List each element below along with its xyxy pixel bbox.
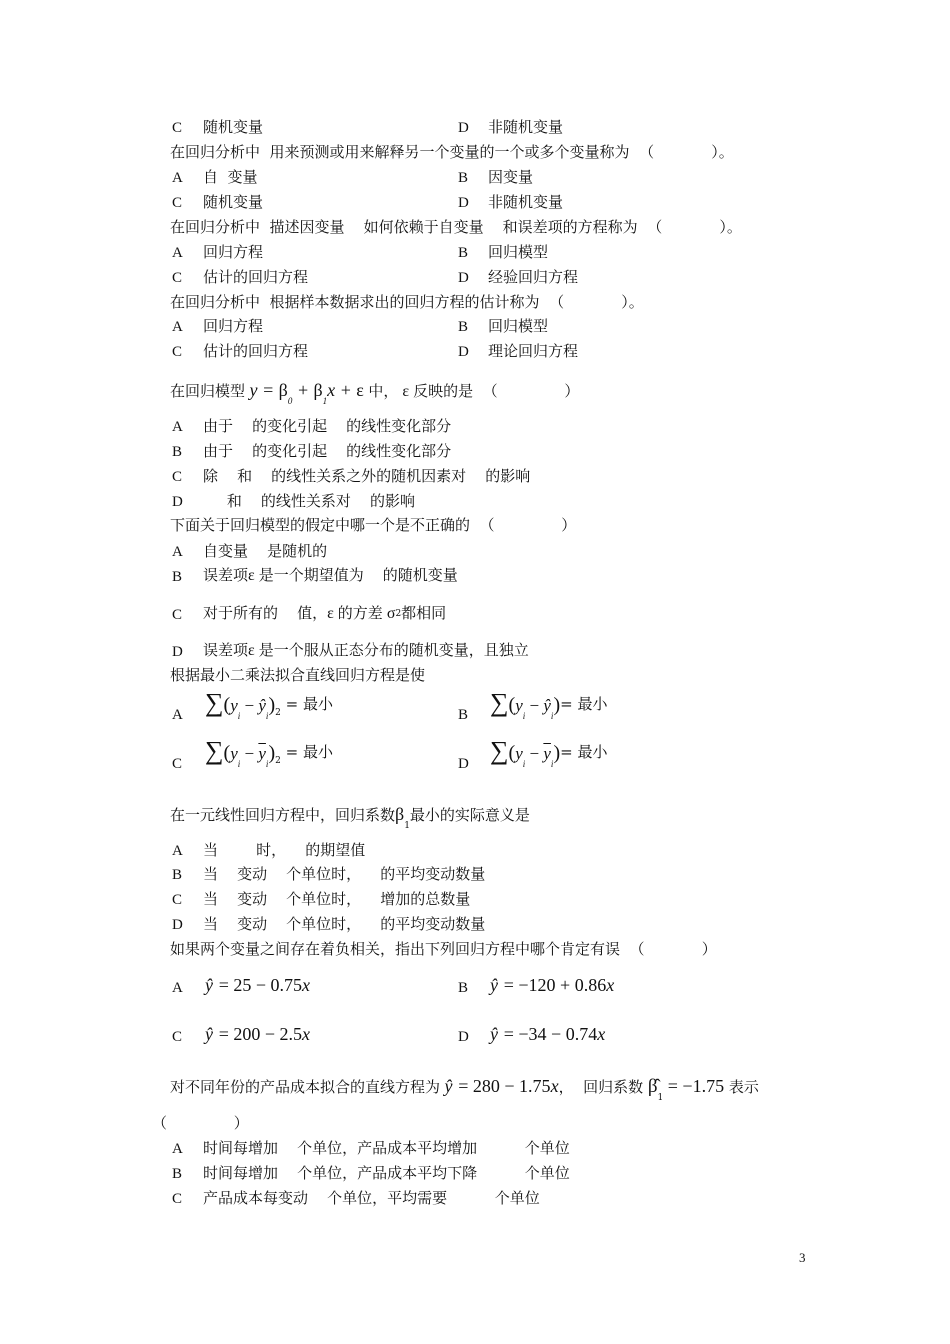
option-label: D: [458, 1029, 469, 1045]
option-label: D: [458, 756, 469, 772]
formula-sum-residuals: $\sum(y_i$ − $ŷ_i)=$ 最小: [490, 688, 608, 721]
question-stem: 在回归分析中 根据样本数据求出的回归方程的估计称为 （ ）。: [170, 293, 644, 311]
answer-parentheses: （ ）: [152, 1114, 249, 1132]
option-text: 理论回归方程: [488, 342, 579, 360]
option-text: 自变量 是随机的: [203, 542, 328, 560]
question-stem: 在回归分析中 描述因变量 如何依赖于自变量 和误差项的方程称为 （ ）。: [170, 218, 742, 236]
question-stem: 如果两个变量之间存在着负相关，指出下列回归方程中哪个肯定有误 （ ）: [170, 940, 717, 958]
question-stem: 在一元线性回归方程中，回归系数$\beta_1$最小的实际意义是: [170, 804, 530, 831]
option-label: D: [172, 494, 183, 510]
option-label: B: [458, 980, 469, 996]
option-text: 随机变量: [203, 118, 264, 136]
option-label: B: [458, 707, 469, 723]
option-text: 经验回归方程: [488, 268, 579, 286]
option-text: 非随机变量: [488, 193, 564, 211]
option-text: 估计的回归方程: [203, 342, 309, 360]
option-text: 估计的回归方程: [203, 268, 309, 286]
regression-equation: ŷ = 200 − 2.5x: [205, 1024, 311, 1044]
option-text: 误差项ε 是一个期望值为 的随机变量: [203, 566, 458, 584]
question-stem: 在回归分析中 用来预测或用来解释另一个变量的一个或多个变量称为 （ ）。: [170, 143, 734, 161]
option-text: 当 变动 个单位时， 增加的总数量: [203, 890, 471, 908]
option-label: A: [172, 419, 183, 435]
option-label: A: [172, 319, 183, 335]
question-stem: 在回归模型 $y = \beta_0 + \beta_1x + \varepsilon$ 中， ε 反映的是 （ ）: [170, 380, 580, 406]
regression-equation: ŷ = −120 + 0.86x: [490, 975, 615, 995]
option-text: 当 变动 个单位时， 的平均变动数量: [203, 915, 486, 933]
option-label: A: [172, 170, 183, 186]
option-text: 时间每增加 个单位，产品成本平均下降 个单位: [203, 1164, 570, 1182]
option-label: B: [458, 245, 469, 261]
question-stem: 下面关于回归模型的假定中哪一个是不正确的 （ ）: [170, 516, 577, 534]
regression-equation: ŷ = 25 − 0.75x: [205, 975, 311, 995]
formula-sum-squared-deviations: $\sum(y_i - \overline{y}_i)_2$ = 最小: [205, 736, 333, 769]
option-label: B: [172, 867, 183, 883]
option-text: 当 时， 的期望值: [203, 841, 366, 859]
option-label: B: [172, 569, 183, 585]
option-label: B: [172, 444, 183, 460]
option-label: C: [172, 1029, 183, 1045]
option-label: B: [172, 1166, 183, 1182]
option-text: 回归方程: [203, 243, 264, 261]
option-label: A: [172, 1141, 183, 1157]
question-stem: 根据最小二乘法拟合直线回归方程是使: [170, 666, 426, 684]
option-text: 回归方程: [203, 317, 264, 335]
option-label: C: [172, 195, 183, 211]
formula-sum-squared-residuals: $\sum(y_i$ − $ŷ_i)_2$ = 最小: [205, 688, 333, 721]
option-text: 产品成本每变动 个单位，平均需要 个单位: [203, 1189, 540, 1207]
regression-model-formula: $y = \beta_0 + \beta_1x + \varepsilon$: [245, 380, 364, 406]
option-label: A: [172, 843, 183, 859]
option-text: 由于 的变化引起 的线性变化部分: [203, 442, 452, 460]
option-label: C: [172, 469, 183, 485]
option-label: C: [172, 120, 183, 136]
option-text: 除 和 的线性关系之外的随机因素对 的影响: [203, 467, 531, 485]
option-label: C: [172, 756, 183, 772]
option-label: D: [172, 917, 183, 933]
option-text: 回归模型: [488, 243, 549, 261]
option-text: 对于所有的 值，ε 的方差 σ2都相同: [203, 604, 447, 622]
formula-sum-deviations: $\sum(y_i - \overline{y}_i)=$ 最小: [490, 736, 608, 769]
question-stem: 对不同年份的产品成本拟合的直线方程为 ŷ = 280 − 1.75x， 回归系数 $\betâ_1 = -1.75$ 表示: [170, 1076, 759, 1103]
option-label: D: [458, 120, 469, 136]
regression-equation: ŷ = −34 − 0.74x: [490, 1024, 606, 1044]
option-text: 时间每增加 个单位，产品成本平均增加 个单位: [203, 1139, 570, 1157]
option-text: 回归模型: [488, 317, 549, 335]
option-label: C: [172, 344, 183, 360]
option-text: 误差项ε 是一个服从正态分布的随机变量，且独立: [203, 641, 529, 659]
option-label: D: [458, 344, 469, 360]
option-label: A: [172, 980, 183, 996]
option-label: D: [458, 270, 469, 286]
option-label: A: [172, 707, 183, 723]
option-text: 和 的线性关系对 的影响: [203, 492, 415, 510]
option-text: 由于 的变化引起 的线性变化部分: [203, 417, 452, 435]
page-number: 3: [799, 1250, 806, 1265]
option-text: 因变量: [488, 168, 534, 186]
option-text: 随机变量: [203, 193, 264, 211]
option-label: B: [458, 319, 469, 335]
option-label: A: [172, 544, 183, 560]
option-label: D: [172, 644, 183, 660]
option-label: A: [172, 245, 183, 261]
option-text: 当 变动 个单位时， 的平均变动数量: [203, 865, 486, 883]
option-label: C: [172, 607, 183, 623]
option-label: D: [458, 195, 469, 211]
option-label: C: [172, 892, 183, 908]
option-label: C: [172, 270, 183, 286]
option-label: C: [172, 1191, 183, 1207]
option-text: 非随机变量: [488, 118, 564, 136]
option-text: 自 变量: [203, 168, 258, 186]
option-label: B: [458, 170, 469, 186]
